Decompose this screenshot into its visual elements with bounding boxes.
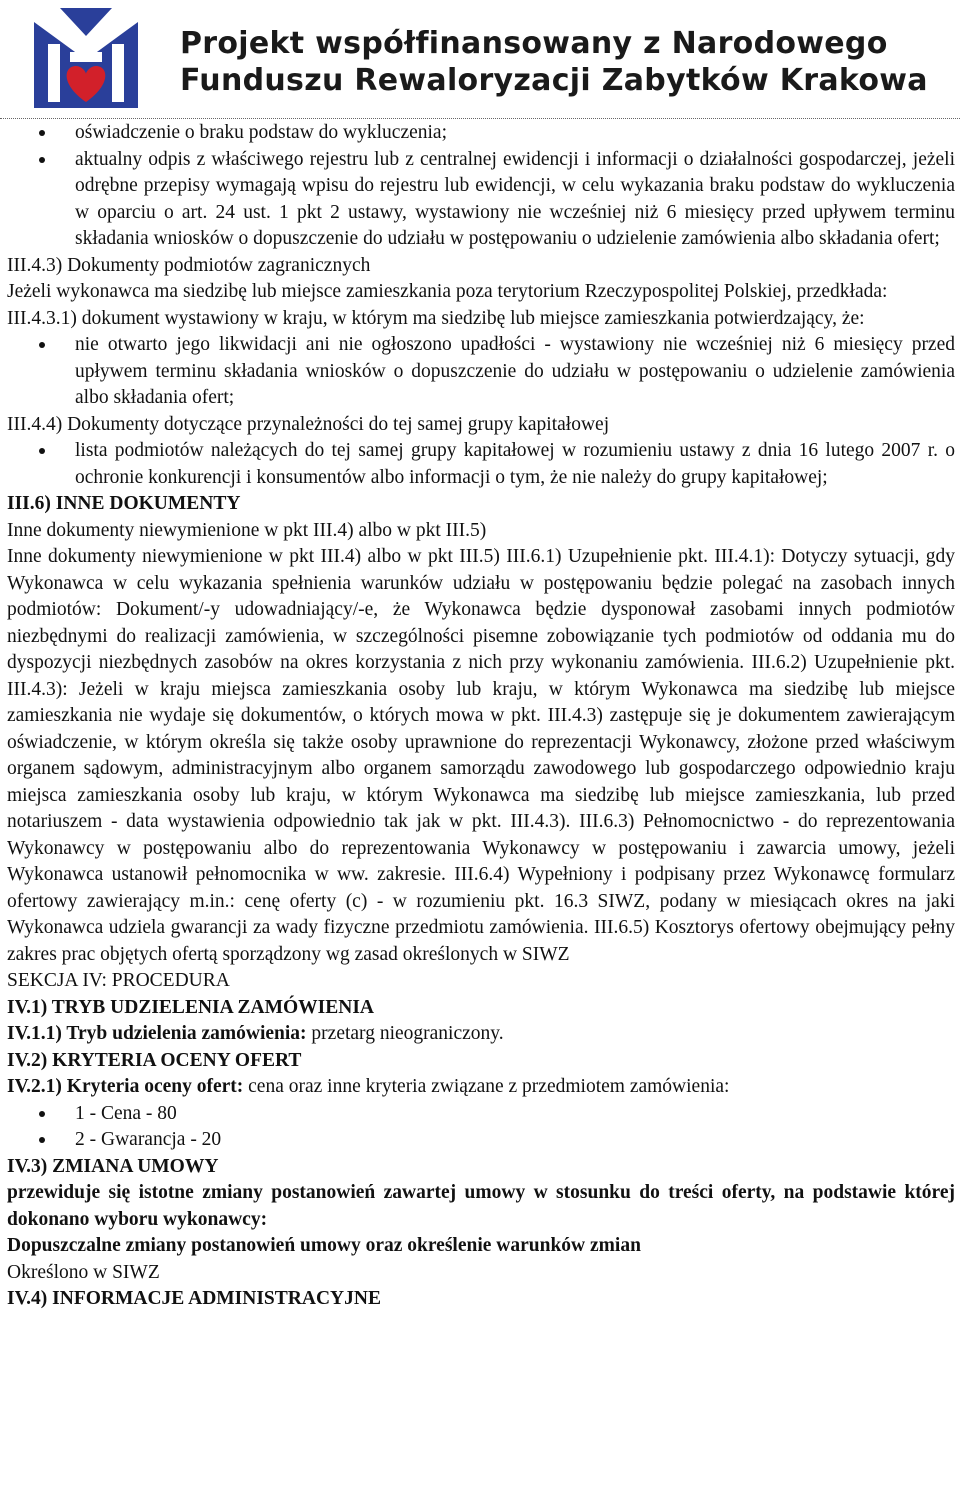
procedure-type-value: przetarg nieograniczony. [306, 1023, 504, 1044]
section-iii-6-heading: III.6) INNE DOKUMENTY [7, 493, 241, 514]
header-divider [0, 118, 960, 119]
paragraph: Określono w SIWZ [7, 1261, 160, 1283]
procedure-type [7, 1021, 955, 1048]
paragraph: przewiduje się istotne zmiany postanowień zawartej umowy w stosunku do treści oferty, na podstawie której dokonano wyboru wykonawcy: [7, 1182, 955, 1230]
list-item: 1 - Cena - 80 [7, 1101, 955, 1128]
section-iv-4-heading: IV.4) INFORMACJE ADMINISTRACYJNE [7, 1288, 381, 1309]
procedure-type-label: IV.1.1) Tryb udzielenia zamówienia: [7, 1023, 307, 1044]
required-documents-list [7, 120, 955, 253]
foreign-docs-list [7, 332, 955, 412]
section-iii-4-3: III.4.3) Dokumenty podmiotów zagranicznych [7, 254, 371, 276]
fund-logo [30, 4, 142, 112]
org-name-line2: Funduszu Rewaloryzacji Zabytków Krakowa [180, 63, 928, 98]
section-iv-1-heading: IV.1) TRYB UDZIELENIA ZAMÓWIENIA [7, 996, 375, 1018]
criteria-list [7, 1101, 955, 1154]
list-item: 2 - Gwarancja - 20 [7, 1127, 955, 1154]
section-iii-4-4: III.4.4) Dokumenty dotyczące przynależności do tej samej grupy kapitałowej [7, 413, 610, 435]
paragraph: Jeżeli wykonawca ma siedzibę lub miejsce zamieszkania poza terytorium Rzeczypospolitej Polskiej, przedkłada: [7, 281, 888, 302]
paragraph: Dopuszczalne zmiany postanowień umowy oraz określenie warunków zmian [7, 1235, 641, 1256]
criteria-intro [7, 1074, 955, 1101]
document-body [7, 120, 955, 1313]
list-item: oświadczenie o braku podstaw do wykluczenia; [7, 120, 955, 147]
section-iii-4-3-1: III.4.3.1) dokument wystawiony w kraju, w którym ma siedzibę lub miejsce zamieszkania potwierdzający, że: [7, 307, 865, 329]
list-item: aktualny odpis z właściwego rejestru lub z centralnej ewidencji i informacji o działalności gospodarczej, jeżeli odrębne przepisy wymagają wpisu do rejestru lub ewidencji, w celu wykazania braku podstaw do wykluczenia w oparciu o art. 24 ust. 1 pkt 2 ustawy, wystawiony nie wcześniej niż 6 miesięcy przed upływem terminu składania wniosków o dopuszczenie do udziału w postępowaniu o udzielenie zamówienia albo składania ofert; [7, 147, 955, 253]
other-documents-paragraph: Inne dokumenty niewymienione w pkt III.4) albo w pkt III.5) III.6.1) Uzupełnienie pkt. III.4.1): Dotyczy sytuacji, gdy Wykonawca w celu wykazania spełnienia warunków udziału w postępowaniu będzie polegać na zasobach innych podmiotów: Dokument/-y udowadniający/-e, że Wykonawca będzie dysponował zasobami innych podmiotów niezbędnymi do realizacji zamówienia, w szczególności pisemne zobowiązanie tych podmiotów od oddania mu do dyspozycji niezbędnych zasobów na okres korzystania z nich przy wykonaniu zamówienia. III.6.2) Uzupełnienie pkt. III.4.3): Jeżeli w kraju miejsca zamieszkania osoby lub kraju, w którym Wykonawca ma siedzibę lub miejsce zamieszkania nie wydaje się dokumentów, o których mowa w pkt. III.4.3) zastępuje się je dokumentem zawierającym oświadczenie, w którym określa się także osoby uprawnione do reprezentacji Wykonawcy, złożone przed właściwym organem sądowym, administracyjnym albo organem samorządu zawodowego lub gospodarczego odpowiednio kraju miejsca zamieszkania osoby lub kraju, w którym Wykonawca ma siedzibę lub miejsce zamieszkania, lub przed notariuszem - data wystawienia odpowiednio tak jak w pkt. III.4.3). III.6.3) Pełnomocnictwo - do reprezentowania Wykonawcy w postępowaniu albo do reprezentowania Wykonawcy w postępowaniu i zawarcia umowy, jeżeli Wykonawca ustanowił pełnomocnika w ww. zakresie. III.6.4) Wypełniony i podpisany przez Wykonawcę formularz ofertowy zawierający m.in.: cenę oferty (c) - w rozumieniu pkt. 16.3 SIWZ, podany w miesiącach okres na jaki Wykonawca udziela gwarancji za wady fizyczne przedmiotu zamówienia. III.6.5) Kosztorys ofertowy obejmujący pełny zakres prac objętych ofertą sporządzony wg zasad określonych w SIWZ [7, 546, 955, 965]
criteria-value: cena oraz inne kryteria związane z przedmiotem zamówienia: [243, 1076, 730, 1097]
list-item: nie otwarto jego likwidacji ani nie ogłoszono upadłości - wystawiony nie wcześniej niż 6 miesięcy przed upływem terminu składania wniosków o dopuszczenie do udziału w postępowaniu o udzielenie zamówienia albo składania ofert; [7, 332, 955, 412]
page-header [0, 0, 960, 120]
section-iv-3-heading: IV.3) ZMIANA UMOWY [7, 1155, 219, 1177]
org-name [180, 28, 928, 99]
section-iv-heading: SEKCJA IV: PROCEDURA [7, 970, 230, 991]
section-iv-2-heading: IV.2) KRYTERIA OCENY OFERT [7, 1049, 302, 1071]
capital-group-list [7, 438, 955, 491]
list-item: lista podmiotów należących do tej samej grupy kapitałowej w rozumieniu ustawy z dnia 16 lutego 2007 r. o ochronie konkurencji i konsumentów albo informacji o tym, że nie należy do grupy kapitałowej; [7, 438, 955, 491]
criteria-label: IV.2.1) Kryteria oceny ofert: [7, 1076, 244, 1097]
paragraph: Inne dokumenty niewymienione w pkt III.4) albo w pkt III.5) [7, 519, 487, 541]
org-name-line1: Projekt współfinansowany z Narodowego [180, 26, 888, 61]
